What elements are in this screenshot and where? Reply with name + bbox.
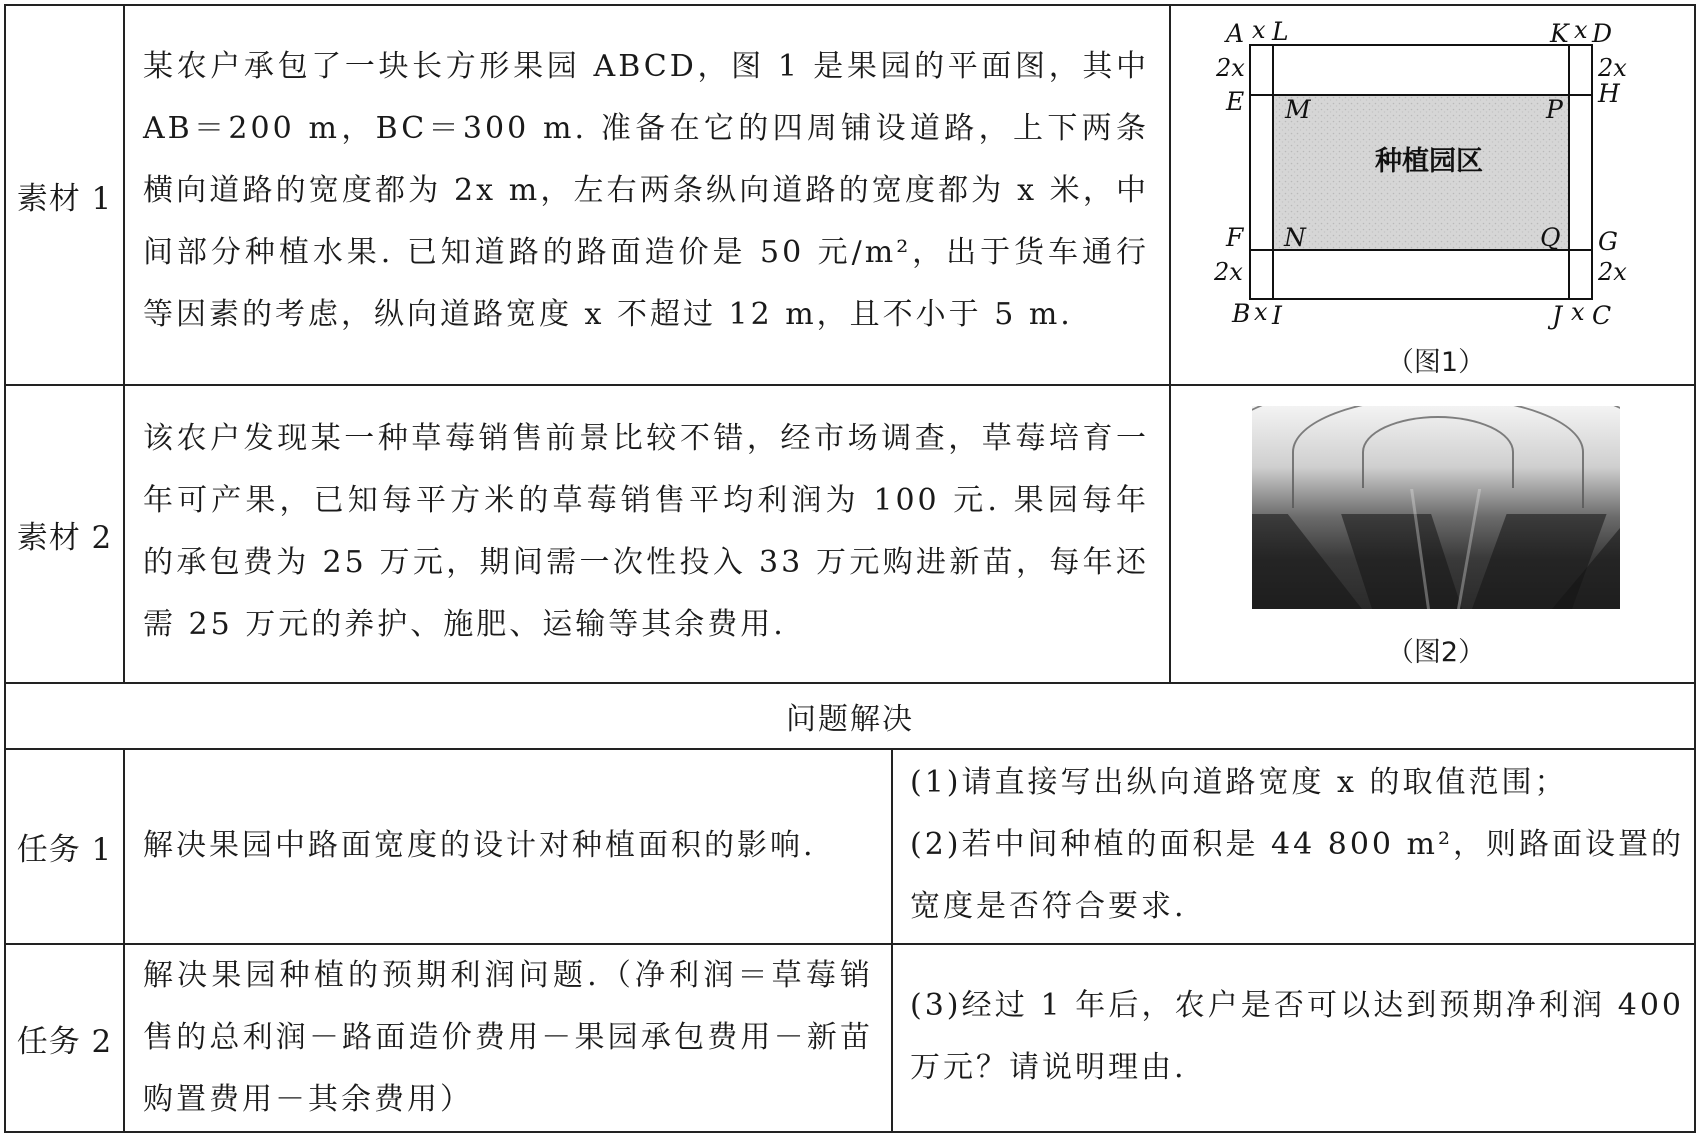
label-point-b: B xyxy=(1232,299,1251,328)
table-border-top xyxy=(4,4,1696,6)
figure2-caption: （图2） xyxy=(1386,637,1486,668)
material1-text xyxy=(143,36,1149,376)
task1-label: 任务 1 xyxy=(16,832,113,868)
material2-text xyxy=(143,408,1149,668)
row-divider-1 xyxy=(4,384,1696,386)
label-width-x-top-right: x xyxy=(1574,18,1588,44)
figure1-orchard-diagram xyxy=(1200,18,1660,338)
label-width-2x-bottom-left: 2x xyxy=(1214,258,1243,286)
label-point-p: P xyxy=(1546,95,1563,124)
label-point-i: I xyxy=(1272,301,1282,330)
label-point-q: Q xyxy=(1540,223,1561,252)
label-point-l: L xyxy=(1272,18,1289,46)
material1-paragraph: 某农户承包了一块长方形果园 ABCD，图 1 是果园的平面图，其中 AB＝200 m，BC＝300 m. 准备在它的四周铺设道路，上下两条横向道路的宽度都为 2x m，左右两条纵向道路的宽度都为 x 米，中间部分种植水果. 已知道路的路面造价是 50 元/m²，出于货车通行等因素的考虑，纵向道路宽度 x 不超过 12 m，且不小于 5 m. xyxy=(143,49,1149,332)
section-header: 问题解决 xyxy=(786,702,914,737)
label-width-x-bottom-right: x xyxy=(1571,298,1585,326)
label-column-divider-bottom xyxy=(123,748,125,1133)
label-point-f: F xyxy=(1226,223,1244,252)
task2-goal-text: 解决果园种植的预期利润问题.（净利润＝草莓销售的总利润－路面造价费用－果园承包费用－新苗购置费用－其余费用） xyxy=(143,958,873,1117)
label-point-n: N xyxy=(1284,223,1306,252)
planting-region-label: 种植园区 xyxy=(1375,146,1483,177)
label-point-d: D xyxy=(1592,19,1613,48)
strawberry-row xyxy=(1341,514,1462,609)
task2-label: 任务 2 xyxy=(16,1023,113,1060)
greenhouse-arch xyxy=(1362,416,1514,488)
label-column-divider-top xyxy=(123,4,125,684)
task1-goal xyxy=(143,815,873,879)
task1-goal-text: 解决果园中路面宽度的设计对种植面积的影响. xyxy=(143,828,816,863)
label-point-m: M xyxy=(1285,95,1311,124)
label-point-e: E xyxy=(1226,87,1245,116)
row-divider-3 xyxy=(4,748,1696,750)
label-point-j: J xyxy=(1552,301,1563,330)
material2-label: 素材 2 xyxy=(16,519,113,556)
task2-question3: (3)经过 1 年后，农户是否可以达到预期净利润 400 万元？请说明理由. xyxy=(910,988,1684,1085)
label-width-x-top-left: x xyxy=(1252,18,1266,44)
label-width-2x-bottom-right: 2x xyxy=(1598,258,1627,286)
task-column-divider xyxy=(891,748,893,1133)
label-width-x-bottom-left: x xyxy=(1254,298,1268,326)
label-width-2x-top-right: 2x xyxy=(1598,54,1627,82)
label-point-k: K xyxy=(1550,19,1569,48)
task1-question2: (2)若中间种植的面积是 44 800 m²，则路面设置的宽度是否符合要求. xyxy=(910,827,1685,924)
label-point-a: A xyxy=(1226,19,1245,48)
task2-goal xyxy=(143,945,873,1131)
label-width-2x-top-left: 2x xyxy=(1216,54,1245,82)
task1-question1: (1)请直接写出纵向道路宽度 x 的取值范围； xyxy=(910,765,1568,800)
label-point-g: G xyxy=(1598,227,1618,256)
task1-questions xyxy=(910,752,1684,942)
orchard-plan-svg xyxy=(1200,18,1660,338)
label-point-h: H xyxy=(1598,79,1620,108)
table-border-bottom xyxy=(4,1131,1696,1133)
material2-paragraph: 该农户发现某一种草莓销售前景比较不错，经市场调查，草莓培育一年可产果，已知每平方米的草莓销售平均利润为 100 元. 果园每年的承包费为 25 万元，期间需一次性投入 33 万元购进新苗，每年还需 25 万元的养护、施肥、运输等其余费用. xyxy=(143,421,1149,642)
table-border-right xyxy=(1694,4,1696,1133)
task2-questions xyxy=(910,975,1684,1105)
figure-column-divider xyxy=(1169,4,1171,684)
figure1-caption: （图1） xyxy=(1386,347,1486,378)
label-point-c: C xyxy=(1592,301,1612,330)
material1-label: 素材 1 xyxy=(16,180,113,217)
figure2-greenhouse-photo xyxy=(1252,406,1620,609)
